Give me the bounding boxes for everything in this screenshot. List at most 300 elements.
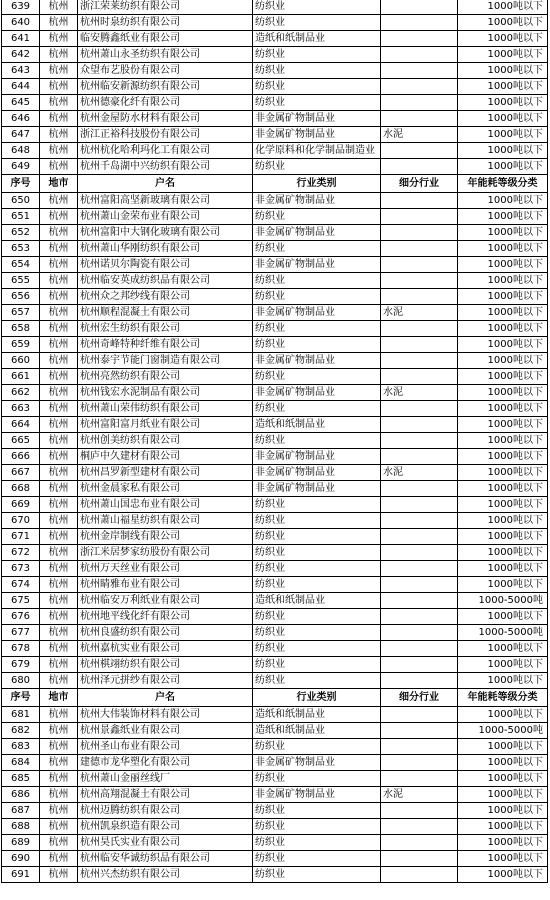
table-row bbox=[2, 353, 548, 369]
city-cell: 杭州 bbox=[40, 225, 78, 241]
energy-level: 1000-5000吨 bbox=[458, 593, 548, 609]
energy-level: 1000吨以下 bbox=[458, 63, 548, 79]
company-name: 桐庐中久建材有限公司 bbox=[78, 449, 253, 465]
column-header: 年能耗等级分类 bbox=[458, 689, 548, 707]
industry-category: 纺织业 bbox=[253, 401, 381, 417]
table-row bbox=[2, 0, 548, 15]
industry-category: 纺织业 bbox=[253, 867, 381, 883]
sub-industry bbox=[381, 257, 458, 273]
company-name: 杭州萧山永圣纺织有限公司 bbox=[78, 47, 253, 63]
industry-category: 纺织业 bbox=[253, 803, 381, 819]
city-cell: 杭州 bbox=[40, 641, 78, 657]
sub-industry bbox=[381, 851, 458, 867]
industry-category: 纺织业 bbox=[253, 15, 381, 31]
column-header: 细分行业 bbox=[381, 689, 458, 707]
company-name: 杭州钱宏水泥制品有限公司 bbox=[78, 385, 253, 401]
table-row bbox=[2, 625, 548, 641]
table-row bbox=[2, 257, 548, 273]
industry-category: 纺织业 bbox=[253, 241, 381, 257]
city-cell: 杭州 bbox=[40, 127, 78, 143]
company-name: 杭州萧山荣伟纺织有限公司 bbox=[78, 401, 253, 417]
company-name: 众望布艺股份有限公司 bbox=[78, 63, 253, 79]
energy-level: 1000吨以下 bbox=[458, 513, 548, 529]
industry-category: 纺织业 bbox=[253, 79, 381, 95]
industry-category: 纺织业 bbox=[253, 609, 381, 625]
company-name: 建德市龙华塑化有限公司 bbox=[78, 755, 253, 771]
sub-industry bbox=[381, 819, 458, 835]
sub-industry bbox=[381, 481, 458, 497]
table-row bbox=[2, 465, 548, 481]
row-number: 682 bbox=[2, 723, 40, 739]
row-number: 655 bbox=[2, 273, 40, 289]
company-name: 杭州迈腾纺织有限公司 bbox=[78, 803, 253, 819]
energy-level: 1000吨以下 bbox=[458, 369, 548, 385]
company-name: 杭州高翔混凝土有限公司 bbox=[78, 787, 253, 803]
energy-level: 1000吨以下 bbox=[458, 337, 548, 353]
industry-category: 纺织业 bbox=[253, 321, 381, 337]
sub-industry bbox=[381, 529, 458, 545]
energy-level: 1000吨以下 bbox=[458, 209, 548, 225]
industry-category: 非金属矿物制品业 bbox=[253, 755, 381, 771]
table-row bbox=[2, 241, 548, 257]
company-name: 杭州金屋防水材料有限公司 bbox=[78, 111, 253, 127]
city-cell: 杭州 bbox=[40, 289, 78, 305]
energy-level: 1000吨以下 bbox=[458, 31, 548, 47]
company-name: 浙江米居梦家纺股份有限公司 bbox=[78, 545, 253, 561]
sub-industry: 水泥 bbox=[381, 127, 458, 143]
table-row bbox=[2, 321, 548, 337]
company-name: 杭州众之邦纱线有限公司 bbox=[78, 289, 253, 305]
city-cell: 杭州 bbox=[40, 851, 78, 867]
table-row bbox=[2, 127, 548, 143]
company-name: 杭州地平线化纤有限公司 bbox=[78, 609, 253, 625]
row-number: 663 bbox=[2, 401, 40, 417]
energy-level: 1000吨以下 bbox=[458, 111, 548, 127]
energy-level: 1000吨以下 bbox=[458, 143, 548, 159]
table-row bbox=[2, 305, 548, 321]
sub-industry bbox=[381, 111, 458, 127]
table-row bbox=[2, 545, 548, 561]
sub-industry bbox=[381, 321, 458, 337]
industry-category: 纺织业 bbox=[253, 851, 381, 867]
industry-category: 纺织业 bbox=[253, 739, 381, 755]
company-name: 杭州富阳中大钢化玻璃有限公司 bbox=[78, 225, 253, 241]
sub-industry bbox=[381, 433, 458, 449]
industry-category: 化学原料和化学制品制造业 bbox=[253, 143, 381, 159]
energy-level: 1000吨以下 bbox=[458, 545, 548, 561]
table-row bbox=[2, 673, 548, 689]
energy-level: 1000吨以下 bbox=[458, 0, 548, 15]
industry-category: 纺织业 bbox=[253, 63, 381, 79]
industry-category: 纺织业 bbox=[253, 657, 381, 673]
city-cell: 杭州 bbox=[40, 111, 78, 127]
row-number: 654 bbox=[2, 257, 40, 273]
city-cell: 杭州 bbox=[40, 95, 78, 111]
energy-level: 1000吨以下 bbox=[458, 787, 548, 803]
energy-level: 1000吨以下 bbox=[458, 481, 548, 497]
city-cell: 杭州 bbox=[40, 385, 78, 401]
energy-level: 1000吨以下 bbox=[458, 79, 548, 95]
row-number: 672 bbox=[2, 545, 40, 561]
column-header: 序号 bbox=[2, 689, 40, 707]
table-row bbox=[2, 497, 548, 513]
city-cell: 杭州 bbox=[40, 321, 78, 337]
table-row bbox=[2, 723, 548, 739]
industry-category: 纺织业 bbox=[253, 0, 381, 15]
table-row bbox=[2, 819, 548, 835]
company-name: 杭州千岛湖中兴纺织有限公司 bbox=[78, 159, 253, 175]
city-cell: 杭州 bbox=[40, 657, 78, 673]
industry-category: 非金属矿物制品业 bbox=[253, 111, 381, 127]
table-row bbox=[2, 209, 548, 225]
row-number: 647 bbox=[2, 127, 40, 143]
energy-level: 1000吨以下 bbox=[458, 273, 548, 289]
sub-industry bbox=[381, 0, 458, 15]
row-number: 664 bbox=[2, 417, 40, 433]
city-cell: 杭州 bbox=[40, 337, 78, 353]
industry-category: 非金属矿物制品业 bbox=[253, 481, 381, 497]
city-cell: 杭州 bbox=[40, 577, 78, 593]
energy-level: 1000吨以下 bbox=[458, 433, 548, 449]
energy-level: 1000吨以下 bbox=[458, 771, 548, 787]
company-name: 杭州昌罗新型建材有限公司 bbox=[78, 465, 253, 481]
row-number: 656 bbox=[2, 289, 40, 305]
row-number: 661 bbox=[2, 369, 40, 385]
industry-category: 纺织业 bbox=[253, 577, 381, 593]
energy-level: 1000吨以下 bbox=[458, 673, 548, 689]
city-cell: 杭州 bbox=[40, 369, 78, 385]
company-name: 杭州杭化哈利玛化工有限公司 bbox=[78, 143, 253, 159]
sub-industry bbox=[381, 641, 458, 657]
sub-industry: 水泥 bbox=[381, 787, 458, 803]
row-number: 678 bbox=[2, 641, 40, 657]
enterprise-table bbox=[1, 0, 548, 883]
sub-industry bbox=[381, 561, 458, 577]
table-row bbox=[2, 529, 548, 545]
row-number: 659 bbox=[2, 337, 40, 353]
energy-level: 1000吨以下 bbox=[458, 609, 548, 625]
energy-level: 1000吨以下 bbox=[458, 353, 548, 369]
energy-level: 1000吨以下 bbox=[458, 835, 548, 851]
table-row bbox=[2, 657, 548, 673]
sub-industry bbox=[381, 337, 458, 353]
company-name: 杭州亮然纺织有限公司 bbox=[78, 369, 253, 385]
company-name: 杭州临安英成纺织品有限公司 bbox=[78, 273, 253, 289]
row-number: 677 bbox=[2, 625, 40, 641]
table-row bbox=[2, 337, 548, 353]
city-cell: 杭州 bbox=[40, 723, 78, 739]
row-number: 652 bbox=[2, 225, 40, 241]
energy-level: 1000吨以下 bbox=[458, 755, 548, 771]
row-number: 649 bbox=[2, 159, 40, 175]
row-number: 646 bbox=[2, 111, 40, 127]
sub-industry: 水泥 bbox=[381, 385, 458, 401]
sub-industry bbox=[381, 771, 458, 787]
table-row bbox=[2, 481, 548, 497]
row-number: 660 bbox=[2, 353, 40, 369]
sub-industry bbox=[381, 273, 458, 289]
sub-industry bbox=[381, 545, 458, 561]
energy-level: 1000吨以下 bbox=[458, 95, 548, 111]
table-row bbox=[2, 851, 548, 867]
table-row bbox=[2, 63, 548, 79]
row-number: 684 bbox=[2, 755, 40, 771]
sub-industry bbox=[381, 159, 458, 175]
sub-industry bbox=[381, 673, 458, 689]
sub-industry bbox=[381, 625, 458, 641]
table-row bbox=[2, 755, 548, 771]
city-cell: 杭州 bbox=[40, 835, 78, 851]
company-name: 杭州金岸制线有限公司 bbox=[78, 529, 253, 545]
row-number: 674 bbox=[2, 577, 40, 593]
energy-level: 1000吨以下 bbox=[458, 193, 548, 209]
company-name: 杭州临安万利纸业有限公司 bbox=[78, 593, 253, 609]
industry-category: 纺织业 bbox=[253, 513, 381, 529]
company-name: 杭州昊氏实业有限公司 bbox=[78, 835, 253, 851]
city-cell: 杭州 bbox=[40, 193, 78, 209]
industry-category: 纺织业 bbox=[253, 273, 381, 289]
energy-level: 1000吨以下 bbox=[458, 127, 548, 143]
city-cell: 杭州 bbox=[40, 707, 78, 723]
sub-industry bbox=[381, 657, 458, 673]
energy-level: 1000吨以下 bbox=[458, 819, 548, 835]
industry-category: 造纸和纸制品业 bbox=[253, 31, 381, 47]
company-name: 杭州睛雅布业有限公司 bbox=[78, 577, 253, 593]
sub-industry bbox=[381, 353, 458, 369]
city-cell: 杭州 bbox=[40, 353, 78, 369]
table-row bbox=[2, 31, 548, 47]
city-cell: 杭州 bbox=[40, 481, 78, 497]
sub-industry bbox=[381, 755, 458, 771]
row-number: 665 bbox=[2, 433, 40, 449]
energy-level: 1000吨以下 bbox=[458, 15, 548, 31]
sub-industry bbox=[381, 497, 458, 513]
city-cell: 杭州 bbox=[40, 497, 78, 513]
industry-category: 纺织业 bbox=[253, 641, 381, 657]
company-name: 杭州奇峰特种纤维有限公司 bbox=[78, 337, 253, 353]
row-number: 675 bbox=[2, 593, 40, 609]
column-header: 地市 bbox=[40, 175, 78, 193]
sub-industry bbox=[381, 739, 458, 755]
energy-level: 1000吨以下 bbox=[458, 321, 548, 337]
city-cell: 杭州 bbox=[40, 593, 78, 609]
company-name: 临安腾鑫纸业有限公司 bbox=[78, 31, 253, 47]
sub-industry bbox=[381, 209, 458, 225]
industry-category: 非金属矿物制品业 bbox=[253, 257, 381, 273]
company-name: 杭州临安华诚纺织品有限公司 bbox=[78, 851, 253, 867]
city-cell: 杭州 bbox=[40, 417, 78, 433]
industry-category: 非金属矿物制品业 bbox=[253, 305, 381, 321]
industry-category: 纺织业 bbox=[253, 369, 381, 385]
row-number: 686 bbox=[2, 787, 40, 803]
table-row bbox=[2, 159, 548, 175]
row-number: 690 bbox=[2, 851, 40, 867]
row-number: 641 bbox=[2, 31, 40, 47]
energy-level: 1000吨以下 bbox=[458, 47, 548, 63]
industry-category: 非金属矿物制品业 bbox=[253, 353, 381, 369]
table-row bbox=[2, 561, 548, 577]
sub-industry bbox=[381, 593, 458, 609]
table-row bbox=[2, 449, 548, 465]
table-row bbox=[2, 835, 548, 851]
industry-category: 纺织业 bbox=[253, 497, 381, 513]
city-cell: 杭州 bbox=[40, 305, 78, 321]
row-number: 670 bbox=[2, 513, 40, 529]
row-number: 680 bbox=[2, 673, 40, 689]
city-cell: 杭州 bbox=[40, 803, 78, 819]
table-header-row bbox=[2, 689, 548, 707]
row-number: 671 bbox=[2, 529, 40, 545]
company-name: 杭州兴杰纺织有限公司 bbox=[78, 867, 253, 883]
sub-industry bbox=[381, 95, 458, 111]
sub-industry bbox=[381, 707, 458, 723]
sub-industry bbox=[381, 513, 458, 529]
sub-industry bbox=[381, 289, 458, 305]
energy-level: 1000吨以下 bbox=[458, 465, 548, 481]
industry-category: 纺织业 bbox=[253, 433, 381, 449]
energy-level: 1000吨以下 bbox=[458, 417, 548, 433]
row-number: 687 bbox=[2, 803, 40, 819]
column-header: 细分行业 bbox=[381, 175, 458, 193]
table-row bbox=[2, 369, 548, 385]
row-number: 644 bbox=[2, 79, 40, 95]
energy-level: 1000吨以下 bbox=[458, 641, 548, 657]
company-name: 杭州凯泉织造有限公司 bbox=[78, 819, 253, 835]
energy-level: 1000吨以下 bbox=[458, 305, 548, 321]
industry-category: 造纸和纸制品业 bbox=[253, 723, 381, 739]
energy-level: 1000-5000吨 bbox=[458, 723, 548, 739]
company-name: 杭州萧山福星纺织有限公司 bbox=[78, 513, 253, 529]
energy-level: 1000吨以下 bbox=[458, 241, 548, 257]
industry-category: 非金属矿物制品业 bbox=[253, 193, 381, 209]
column-header: 行业类别 bbox=[253, 689, 381, 707]
column-header: 户名 bbox=[78, 689, 253, 707]
energy-level: 1000吨以下 bbox=[458, 289, 548, 305]
company-name: 杭州富阳富月纸业有限公司 bbox=[78, 417, 253, 433]
industry-category: 纺织业 bbox=[253, 625, 381, 641]
industry-category: 非金属矿物制品业 bbox=[253, 787, 381, 803]
company-name: 杭州诺贝尔陶瓷有限公司 bbox=[78, 257, 253, 273]
industry-category: 非金属矿物制品业 bbox=[253, 385, 381, 401]
sub-industry bbox=[381, 15, 458, 31]
industry-category: 纺织业 bbox=[253, 529, 381, 545]
energy-level: 1000-5000吨 bbox=[458, 625, 548, 641]
company-name: 杭州景鑫纸业有限公司 bbox=[78, 723, 253, 739]
table-row bbox=[2, 771, 548, 787]
company-name: 杭州创美纺织有限公司 bbox=[78, 433, 253, 449]
company-name: 杭州萧山金丽丝线厂 bbox=[78, 771, 253, 787]
table-row bbox=[2, 111, 548, 127]
sub-industry bbox=[381, 241, 458, 257]
industry-category: 非金属矿物制品业 bbox=[253, 225, 381, 241]
table-row bbox=[2, 707, 548, 723]
industry-category: 纺织业 bbox=[253, 289, 381, 305]
row-number: 666 bbox=[2, 449, 40, 465]
row-number: 639 bbox=[2, 0, 40, 15]
company-name: 杭州大伟装饰材料有限公司 bbox=[78, 707, 253, 723]
sub-industry bbox=[381, 417, 458, 433]
city-cell: 杭州 bbox=[40, 867, 78, 883]
row-number: 668 bbox=[2, 481, 40, 497]
energy-level: 1000吨以下 bbox=[458, 385, 548, 401]
company-name: 杭州萧山金荣布业有限公司 bbox=[78, 209, 253, 225]
company-name: 杭州临安新源纺织有限公司 bbox=[78, 79, 253, 95]
company-name: 杭州萧山华刚纺织有限公司 bbox=[78, 241, 253, 257]
column-header: 户名 bbox=[78, 175, 253, 193]
sub-industry bbox=[381, 609, 458, 625]
energy-level: 1000吨以下 bbox=[458, 561, 548, 577]
industry-category: 纺织业 bbox=[253, 209, 381, 225]
industry-category: 非金属矿物制品业 bbox=[253, 127, 381, 143]
table-row bbox=[2, 867, 548, 883]
row-number: 683 bbox=[2, 739, 40, 755]
table-row bbox=[2, 143, 548, 159]
energy-level: 1000吨以下 bbox=[458, 657, 548, 673]
company-name: 杭州时泉纺织有限公司 bbox=[78, 15, 253, 31]
industry-category: 纺织业 bbox=[253, 819, 381, 835]
city-cell: 杭州 bbox=[40, 673, 78, 689]
energy-level: 1000吨以下 bbox=[458, 529, 548, 545]
table-row bbox=[2, 609, 548, 625]
industry-category: 非金属矿物制品业 bbox=[253, 465, 381, 481]
industry-category: 造纸和纸制品业 bbox=[253, 707, 381, 723]
company-name: 杭州金晨家私有限公司 bbox=[78, 481, 253, 497]
sub-industry bbox=[381, 225, 458, 241]
energy-level: 1000吨以下 bbox=[458, 225, 548, 241]
sub-industry bbox=[381, 449, 458, 465]
company-name: 杭州富阳高坚新玻璃有限公司 bbox=[78, 193, 253, 209]
sub-industry bbox=[381, 803, 458, 819]
row-number: 669 bbox=[2, 497, 40, 513]
city-cell: 杭州 bbox=[40, 739, 78, 755]
table-row bbox=[2, 47, 548, 63]
energy-level: 1000吨以下 bbox=[458, 851, 548, 867]
row-number: 676 bbox=[2, 609, 40, 625]
industry-category: 非金属矿物制品业 bbox=[253, 449, 381, 465]
table-row bbox=[2, 225, 548, 241]
row-number: 667 bbox=[2, 465, 40, 481]
table-row bbox=[2, 433, 548, 449]
city-cell: 杭州 bbox=[40, 47, 78, 63]
city-cell: 杭州 bbox=[40, 209, 78, 225]
column-header: 地市 bbox=[40, 689, 78, 707]
table-row bbox=[2, 193, 548, 209]
sub-industry bbox=[381, 47, 458, 63]
industry-category: 纺织业 bbox=[253, 95, 381, 111]
energy-level: 1000吨以下 bbox=[458, 497, 548, 513]
table-row bbox=[2, 739, 548, 755]
sub-industry bbox=[381, 79, 458, 95]
row-number: 691 bbox=[2, 867, 40, 883]
city-cell: 杭州 bbox=[40, 63, 78, 79]
industry-category: 纺织业 bbox=[253, 337, 381, 353]
industry-category: 纺织业 bbox=[253, 47, 381, 63]
row-number: 681 bbox=[2, 707, 40, 723]
sub-industry bbox=[381, 63, 458, 79]
city-cell: 杭州 bbox=[40, 159, 78, 175]
city-cell: 杭州 bbox=[40, 449, 78, 465]
sub-industry bbox=[381, 577, 458, 593]
company-name: 杭州德豪化纤有限公司 bbox=[78, 95, 253, 111]
city-cell: 杭州 bbox=[40, 529, 78, 545]
city-cell: 杭州 bbox=[40, 513, 78, 529]
energy-level: 1000吨以下 bbox=[458, 739, 548, 755]
sub-industry bbox=[381, 723, 458, 739]
row-number: 643 bbox=[2, 63, 40, 79]
city-cell: 杭州 bbox=[40, 15, 78, 31]
table-row bbox=[2, 803, 548, 819]
energy-level: 1000吨以下 bbox=[458, 577, 548, 593]
